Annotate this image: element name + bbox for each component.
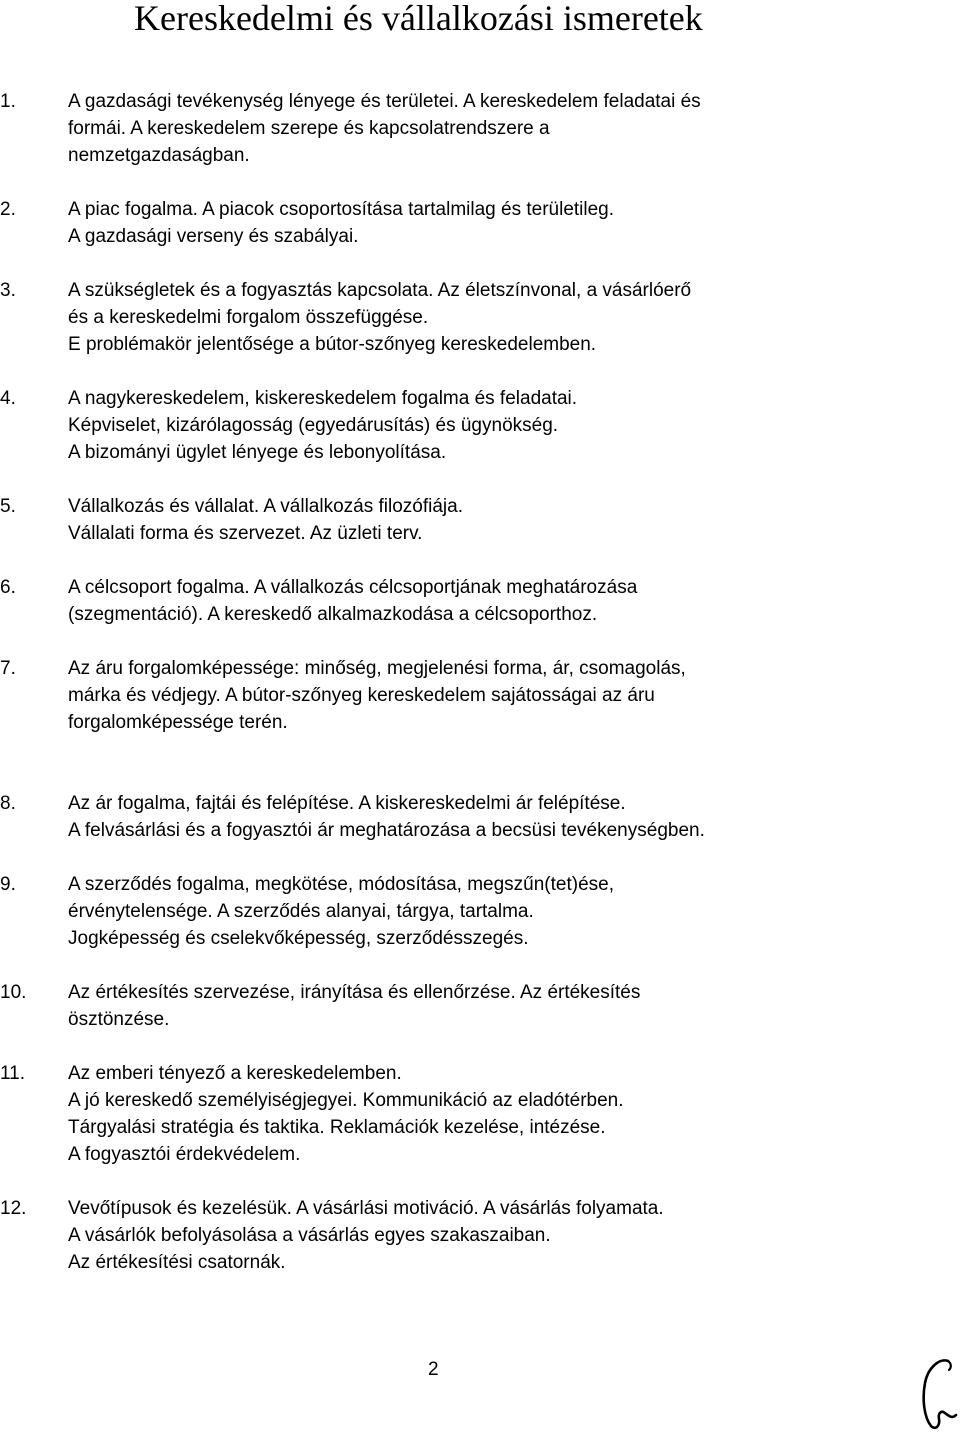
topic-line: Az értékesítési csatornák. bbox=[68, 1252, 286, 1273]
topic-number: 3. bbox=[0, 280, 16, 301]
topic-line: A gazdasági verseny és szabályai. bbox=[68, 226, 359, 247]
topic-item-1 bbox=[0, 88, 960, 169]
topic-line: A jó kereskedő személyiségjegyei. Kommunikáció az eladótérben. bbox=[68, 1090, 624, 1111]
topic-line: és a kereskedelmi forgalom összefüggése. bbox=[68, 307, 429, 328]
topic-item-8 bbox=[0, 790, 960, 844]
topic-line: nemzetgazdaságban. bbox=[68, 145, 250, 166]
topic-item-5 bbox=[0, 493, 960, 547]
topic-number: 4. bbox=[0, 388, 16, 409]
topic-line: formái. A kereskedelem szerepe és kapcsolatrendszere a bbox=[68, 118, 550, 139]
topic-line: A fogyasztói érdekvédelem. bbox=[68, 1144, 301, 1165]
topic-line: Az emberi tényező a kereskedelemben. bbox=[68, 1063, 402, 1084]
topic-line: Vevőtípusok és kezelésük. A vásárlási motiváció. A vásárlás folyamata. bbox=[68, 1198, 664, 1219]
topic-line: márka és védjegy. A bútor-szőnyeg kereskedelem sajátosságai az áru bbox=[68, 685, 655, 706]
topic-line: forgalomképessége terén. bbox=[68, 712, 288, 733]
handwritten-initial-mark bbox=[918, 1355, 960, 1430]
topic-number: 10. bbox=[0, 982, 27, 1003]
topic-text bbox=[68, 493, 960, 547]
topic-item-11 bbox=[0, 1060, 960, 1168]
topic-item-4 bbox=[0, 385, 960, 466]
document-title: Kereskedelmi és vállalkozási ismeretek bbox=[134, 0, 703, 38]
topic-line: A szükségletek és a fogyasztás kapcsolata. Az életszínvonal, a vásárlóerő bbox=[68, 280, 692, 301]
topic-text bbox=[68, 88, 960, 169]
topic-text bbox=[68, 1060, 960, 1168]
topic-text bbox=[68, 979, 960, 1033]
topic-item-2 bbox=[0, 196, 960, 250]
topic-line: Az értékesítés szervezése, irányítása és ellenőrzése. Az értékesítés bbox=[68, 982, 641, 1003]
topic-item-6 bbox=[0, 574, 960, 628]
topic-number: 11. bbox=[0, 1063, 26, 1084]
topic-list bbox=[0, 88, 960, 1303]
topic-line: Jogképesség és cselekvőképesség, szerződésszegés. bbox=[68, 928, 529, 949]
topic-number: 5. bbox=[0, 496, 16, 517]
topic-line: A bizományi ügylet lényege és lebonyolítása. bbox=[68, 442, 447, 463]
topic-number: 7. bbox=[0, 658, 16, 679]
topic-line: A piac fogalma. A piacok csoportosítása tartalmilag és területileg. bbox=[68, 199, 615, 220]
topic-item-9 bbox=[0, 871, 960, 952]
topic-line: A felvásárlási és a fogyasztói ár meghatározása a becsüsi tevékenységben. bbox=[68, 820, 705, 841]
topic-item-3 bbox=[0, 277, 960, 358]
topic-line: A gazdasági tevékenység lényege és területei. A kereskedelem feladatai és bbox=[68, 91, 701, 112]
topic-text bbox=[68, 871, 960, 952]
topic-line: érvénytelensége. A szerződés alanyai, tárgya, tartalma. bbox=[68, 901, 534, 922]
topic-line: A vásárlók befolyásolása a vásárlás egyes szakaszaiban. bbox=[68, 1225, 551, 1246]
topic-number: 12. bbox=[0, 1198, 27, 1219]
topic-line: ösztönzése. bbox=[68, 1009, 170, 1030]
topic-line: Tárgyalási stratégia és taktika. Reklamációk kezelése, intézése. bbox=[68, 1117, 606, 1138]
topic-text bbox=[68, 655, 960, 736]
topic-line: A célcsoport fogalma. A vállalkozás célcsoportjának meghatározása bbox=[68, 577, 638, 598]
page-number: 2 bbox=[428, 1359, 439, 1380]
topic-number: 8. bbox=[0, 793, 16, 814]
topic-line: Az ár fogalma, fajtái és felépítése. A kiskereskedelmi ár felépítése. bbox=[68, 793, 626, 814]
topic-line: Vállalati forma és szervezet. Az üzleti terv. bbox=[68, 523, 423, 544]
topic-line: E problémakör jelentősége a bútor-szőnyeg kereskedelemben. bbox=[68, 334, 597, 355]
topic-text bbox=[68, 277, 960, 358]
topic-text bbox=[68, 1195, 960, 1276]
topic-text bbox=[68, 574, 960, 628]
topic-line: Vállalkozás és vállalat. A vállalkozás filozófiája. bbox=[68, 496, 463, 517]
topic-line: A nagykereskedelem, kiskereskedelem fogalma és feladatai. bbox=[68, 388, 578, 409]
topic-line: Az áru forgalomképessége: minőség, megjelenési forma, ár, csomagolás, bbox=[68, 658, 686, 679]
topic-line: (szegmentáció). A kereskedő alkalmazkodása a célcsoporthoz. bbox=[68, 604, 598, 625]
topic-text bbox=[68, 385, 960, 466]
topic-item-10 bbox=[0, 979, 960, 1033]
topic-number: 2. bbox=[0, 199, 16, 220]
topic-number: 6. bbox=[0, 577, 16, 598]
topic-number: 1. bbox=[0, 91, 16, 112]
topic-item-12 bbox=[0, 1195, 960, 1276]
topic-item-7 bbox=[0, 655, 960, 736]
topic-line: A szerződés fogalma, megkötése, módosítása, megszűn(tet)ése, bbox=[68, 874, 614, 895]
topic-text bbox=[68, 196, 960, 250]
topic-line: Képviselet, kizárólagosság (egyedárusítás) és ügynökség. bbox=[68, 415, 559, 436]
topic-text bbox=[68, 790, 960, 844]
topic-number: 9. bbox=[0, 874, 16, 895]
